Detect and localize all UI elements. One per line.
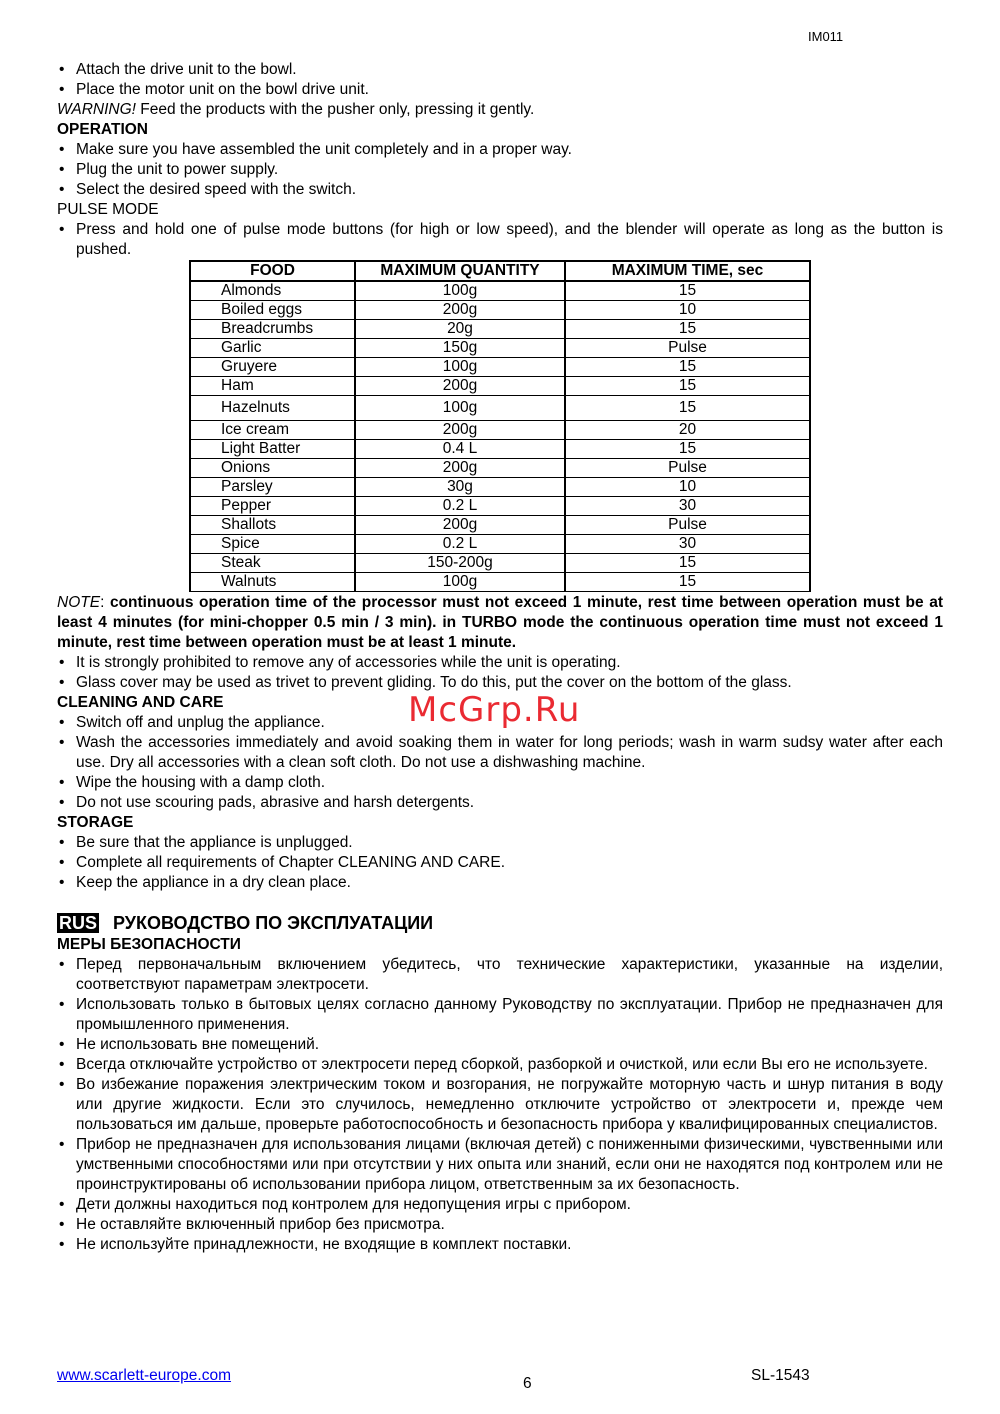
list-item: • Во избежание поражения электрическим током и возгорания, не погружайте моторную часть и шнур питания в воду или другие жидкости. Если это случилось, немедленно отключите устройство от электросети и, прежде чем пользоваться им дальше, проверьте работоспособность и безопасность прибора у квалифицированных специалистов. xyxy=(57,1075,943,1135)
cell-time: 15 xyxy=(565,396,810,421)
pulse-mode-title: PULSE MODE xyxy=(57,201,159,218)
cell-quantity: 100g xyxy=(355,358,565,377)
table-row xyxy=(190,301,810,320)
list-item: • Switch off and unplug the appliance. xyxy=(57,713,943,733)
cell-food: Parsley xyxy=(190,478,355,497)
cell-quantity: 0.2 L xyxy=(355,497,565,516)
cell-quantity: 100g xyxy=(355,573,565,592)
cell-quantity: 0.4 L xyxy=(355,440,565,459)
list-item: • Do not use scouring pads, abrasive and harsh detergents. xyxy=(57,793,943,813)
cell-quantity: 200g xyxy=(355,421,565,440)
list-item: • Не используйте принадлежности, не входящие в комплект поставки. xyxy=(57,1235,943,1255)
language-tag: RUS xyxy=(59,913,98,933)
warning-line xyxy=(57,100,943,120)
table-header-row xyxy=(190,261,810,281)
column-header-quantity: MAXIMUM QUANTITY xyxy=(355,261,565,281)
table-row xyxy=(190,358,810,377)
cell-time: 30 xyxy=(565,535,810,554)
cell-food: Gruyere xyxy=(190,358,355,377)
cell-food: Spice xyxy=(190,535,355,554)
cell-time: 10 xyxy=(565,301,810,320)
cell-time: 15 xyxy=(565,358,810,377)
list-item: • Перед первоначальным включением убедитесь, что технические характеристики, указанные на изделии, соответствуют параметрам электросети. xyxy=(57,955,943,995)
page-number: 6 xyxy=(523,1375,532,1392)
cell-time: 10 xyxy=(565,478,810,497)
website-link[interactable]: www.scarlett-europe.com xyxy=(57,1367,232,1384)
food-table xyxy=(189,260,811,592)
cell-quantity: 200g xyxy=(355,516,565,535)
cell-time: 15 xyxy=(565,281,810,301)
list-item: • Всегда отключайте устройство от электросети перед сборкой, разборкой и очисткой, или если Вы его не используете. xyxy=(57,1055,943,1075)
cell-time: Pulse xyxy=(565,516,810,535)
watermark: McGrp.Ru xyxy=(408,690,581,730)
cell-quantity: 0.2 L xyxy=(355,535,565,554)
table-row xyxy=(190,459,810,478)
cell-quantity: 150g xyxy=(355,339,565,358)
table-row xyxy=(190,339,810,358)
cell-quantity: 30g xyxy=(355,478,565,497)
table-row xyxy=(190,440,810,459)
rus-subtitle: МЕРЫ БЕЗОПАСНОСТИ xyxy=(57,936,241,953)
cell-food: Hazelnuts xyxy=(190,396,355,421)
cell-quantity: 20g xyxy=(355,320,565,339)
table-row xyxy=(190,535,810,554)
table-row xyxy=(190,478,810,497)
table-row xyxy=(190,516,810,535)
list-item: • Press and hold one of pulse mode buttons (for high or low speed), and the blender will operate as long as the button is pushed. xyxy=(57,220,943,260)
cell-quantity: 200g xyxy=(355,459,565,478)
list-item: • Wash the accessories immediately and avoid soaking them in water for long periods; wash in warm sudsy water after each use. Dry all accessories with a clean soft cloth. Do not use a dishwashing machine. xyxy=(57,733,943,773)
list-item: • Прибор не предназначен для использования лицами (включая детей) с пониженными физическими, чувственными или умственными способностями или при отсутствии у них опыта или знаний, если они не находятся под контролем или не проинструктированы об использовании прибора лицом, ответственным за их безопасность. xyxy=(57,1135,943,1195)
cell-food: Almonds xyxy=(190,281,355,301)
list-item: • Дети должны находиться под контролем для недопущения игры с прибором. xyxy=(57,1195,943,1215)
cell-food: Garlic xyxy=(190,339,355,358)
rus-title: РУКОВОДСТВО ПО ЭКСПЛУАТАЦИИ xyxy=(113,913,434,933)
list-item: • Make sure you have assembled the unit completely and in a proper way. xyxy=(57,140,943,160)
warning-label: WARNING! xyxy=(57,101,136,118)
note-paragraph xyxy=(57,593,943,653)
list-item: • Attach the drive unit to the bowl. xyxy=(57,60,943,80)
cell-time: Pulse xyxy=(565,339,810,358)
column-header-food: FOOD xyxy=(190,261,355,281)
cell-food: Breadcrumbs xyxy=(190,320,355,339)
cell-food: Ice cream xyxy=(190,421,355,440)
column-header-time: MAXIMUM TIME, sec xyxy=(565,261,810,281)
cell-food: Light Batter xyxy=(190,440,355,459)
table-row xyxy=(190,497,810,516)
section-title-cleaning: CLEANING AND CARE xyxy=(57,694,224,711)
page-content xyxy=(57,60,943,1255)
table-row xyxy=(190,573,810,592)
list-item: • Не использовать вне помещений. xyxy=(57,1035,943,1055)
list-item: • Wipe the housing with a damp cloth. xyxy=(57,773,943,793)
list-item: • Не оставляйте включенный прибор без присмотра. xyxy=(57,1215,943,1235)
cell-food: Boiled eggs xyxy=(190,301,355,320)
cell-time: 20 xyxy=(565,421,810,440)
list-item: • Использовать только в бытовых целях согласно данному Руководству по эксплуатации. Прибор не предназначен для промышленного применения. xyxy=(57,995,943,1035)
cell-quantity: 150-200g xyxy=(355,554,565,573)
table-row xyxy=(190,421,810,440)
cell-quantity: 200g xyxy=(355,377,565,396)
section-title-storage: STORAGE xyxy=(57,814,134,831)
table-row xyxy=(190,554,810,573)
cell-food: Ham xyxy=(190,377,355,396)
list-item: • Select the desired speed with the switch. xyxy=(57,180,943,200)
list-item: • Plug the unit to power supply. xyxy=(57,160,943,180)
list-item: • Glass cover may be used as trivet to prevent gliding. To do this, put the cover on the bottom of the glass. xyxy=(57,673,943,693)
document-code: IM011 xyxy=(808,29,844,44)
cell-time: 15 xyxy=(565,554,810,573)
model-number: SL-1543 xyxy=(751,1367,810,1384)
list-item: • Be sure that the appliance is unplugged. xyxy=(57,833,943,853)
note-label: NOTE xyxy=(57,594,101,611)
list-item: • Keep the appliance in a dry clean place. xyxy=(57,873,943,893)
table-row xyxy=(190,396,810,421)
cell-food: Steak xyxy=(190,554,355,573)
section-title-operation: OPERATION xyxy=(57,121,148,138)
note-colon: : xyxy=(100,594,110,611)
cell-food: Onions xyxy=(190,459,355,478)
cell-time: 15 xyxy=(565,440,810,459)
rus-heading xyxy=(57,911,943,935)
list-item: • It is strongly prohibited to remove any of accessories while the unit is operating. xyxy=(57,653,943,673)
cell-time: Pulse xyxy=(565,459,810,478)
cell-food: Pepper xyxy=(190,497,355,516)
table-row xyxy=(190,377,810,396)
cell-time: 15 xyxy=(565,320,810,339)
cell-time: 30 xyxy=(565,497,810,516)
cell-time: 15 xyxy=(565,377,810,396)
note-text: continuous operation time of the processor must not exceed 1 minute, rest time between operation must be at least 4 minutes (for mini-chopper 0.5 min / 3 min). in TURBO mode the continuous operation time must not exceed 1 minute, rest time between operation must be at least 1 minute. xyxy=(57,594,943,651)
cell-time: 15 xyxy=(565,573,810,592)
list-item: • Complete all requirements of Chapter CLEANING AND CARE. xyxy=(57,853,943,873)
list-item: • Place the motor unit on the bowl drive unit. xyxy=(57,80,943,100)
warning-text: Feed the products with the pusher only, pressing it gently. xyxy=(135,101,535,118)
cell-food: Walnuts xyxy=(190,573,355,592)
cell-quantity: 100g xyxy=(355,281,565,301)
table-row xyxy=(190,281,810,301)
table-row xyxy=(190,320,810,339)
cell-food: Shallots xyxy=(190,516,355,535)
cell-quantity: 200g xyxy=(355,301,565,320)
cell-quantity: 100g xyxy=(355,396,565,421)
